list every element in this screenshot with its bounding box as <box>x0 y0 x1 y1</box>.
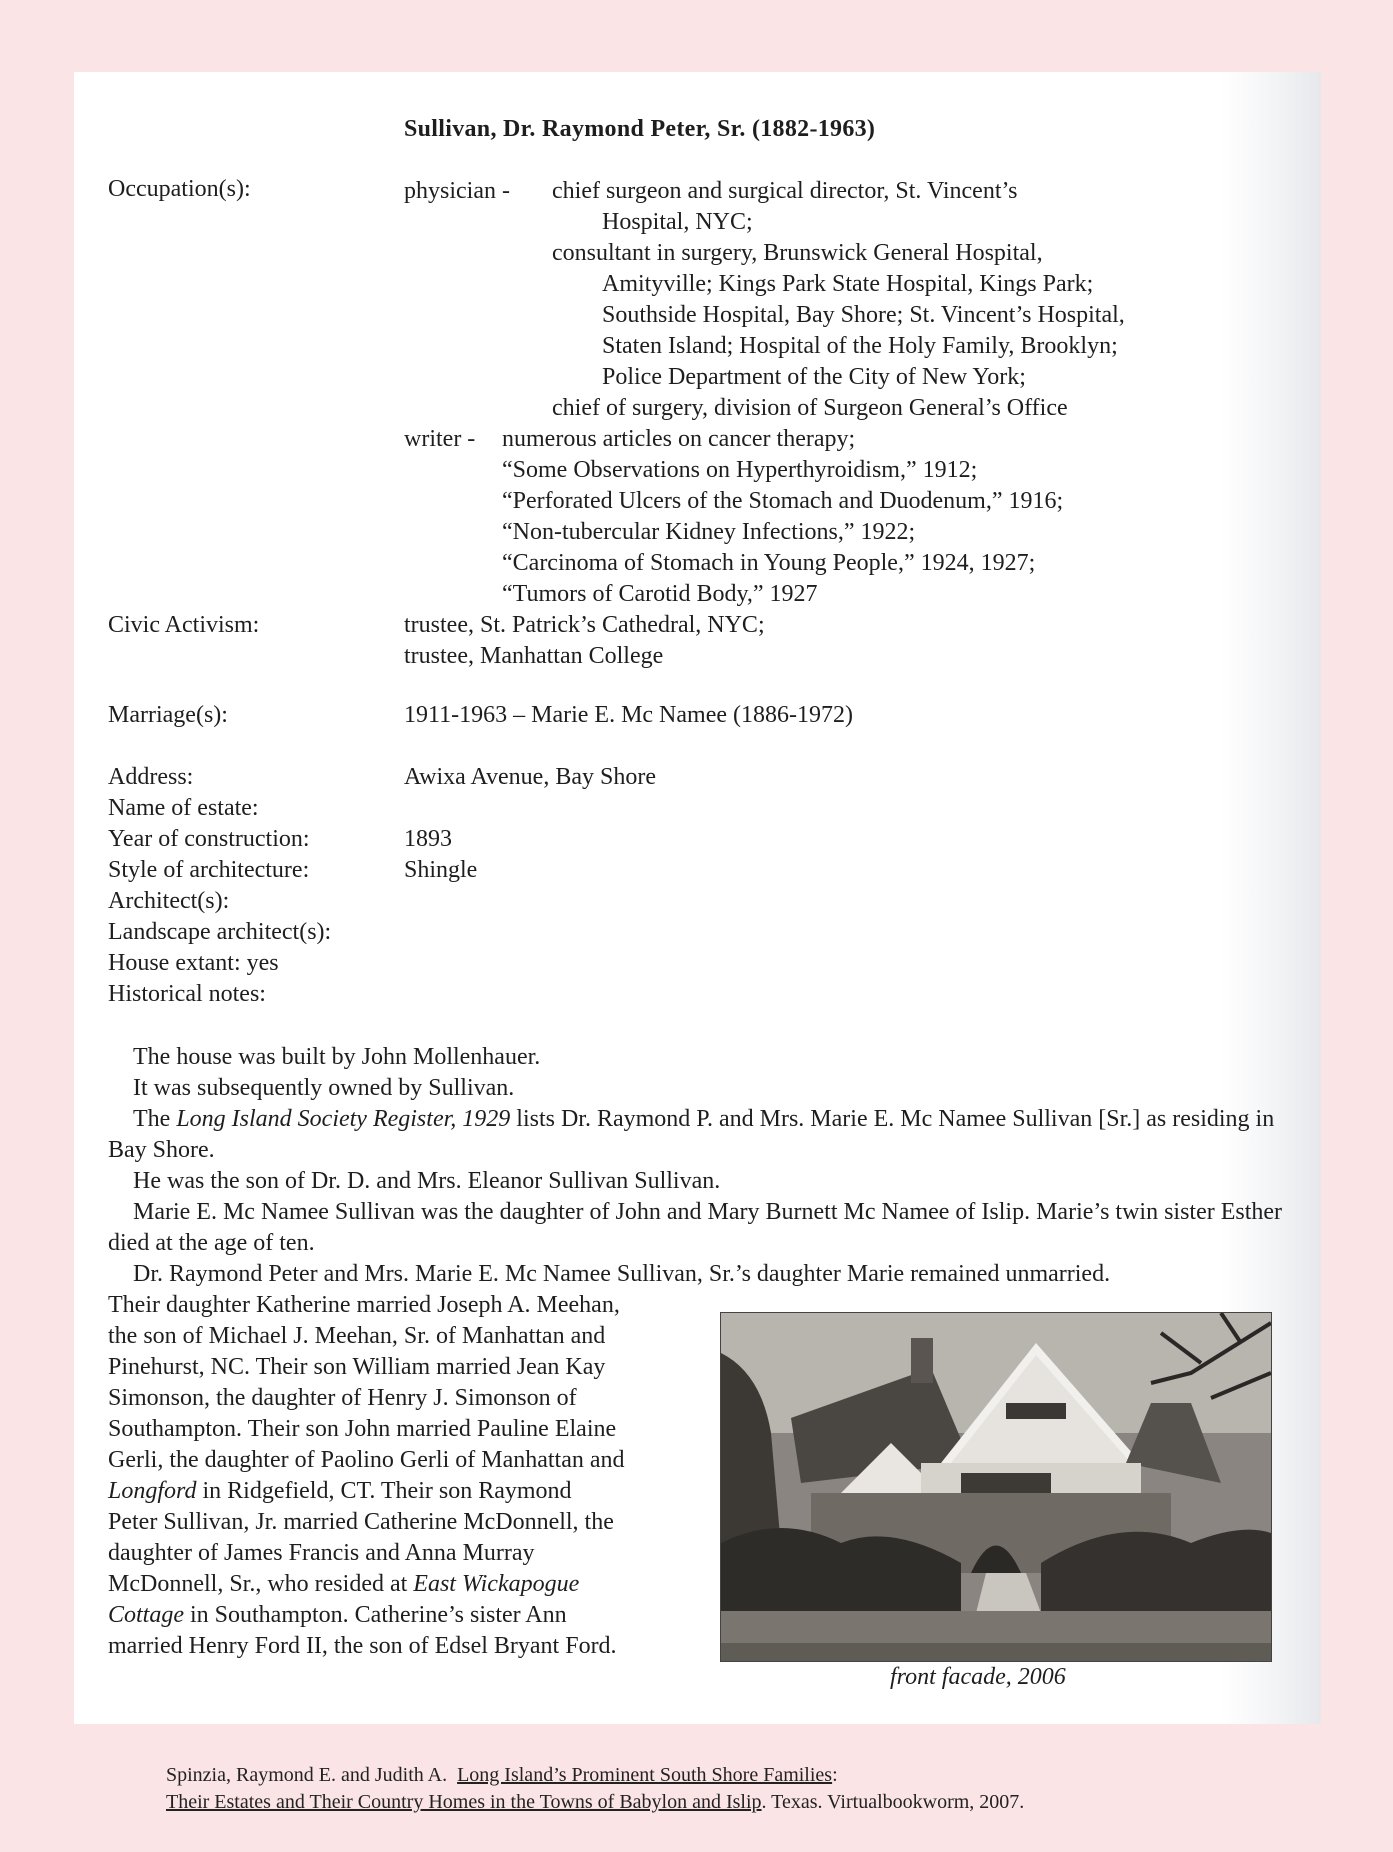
label-occupation: Occupation(s): <box>108 176 251 202</box>
label-civic: Civic Activism: <box>108 612 260 638</box>
writer-line: “Carcinoma of Stomach in Young People,” 1924, 1927; <box>502 550 1036 576</box>
writer-line: “Perforated Ulcers of the Stomach and Duodenum,” 1916; <box>502 488 1064 514</box>
style-value: Shingle <box>404 857 478 883</box>
label-extant: House extant: yes <box>108 950 279 976</box>
writer-line: “Some Observations on Hyperthyroidism,” 1912; <box>502 457 978 483</box>
occupation-line: consultant in surgery, Brunswick General Hospital, <box>552 240 1043 266</box>
occupation-line: chief surgeon and surgical director, St. Vincent’s <box>552 178 1018 204</box>
physician-label: physician - <box>404 178 510 204</box>
civic-line: trustee, St. Patrick’s Cathedral, NYC; <box>404 612 765 638</box>
notes-paragraph: It was subsequently owned by Sullivan. <box>133 1075 515 1101</box>
writer-line: numerous articles on cancer therapy; <box>502 426 856 452</box>
occupation-line: Hospital, NYC; <box>602 209 753 235</box>
label-style: Style of architecture: <box>108 857 310 883</box>
notes-paragraph: Dr. Raymond Peter and Mrs. Marie E. Mc Namee Sullivan, Sr.’s daughter Marie remained unmarried. <box>133 1261 1111 1287</box>
citation: Spinzia, Raymond E. and Judith A. Long Island’s Prominent South Shore Families: Their Estates and Their Country Homes in the Towns of Babylon and Islip. Texas. Virtualbookworm, 2007. <box>166 1764 1025 1813</box>
historical-notes <box>108 1042 1298 1290</box>
address-value: Awixa Avenue, Bay Shore <box>404 764 656 790</box>
page-title: Sullivan, Dr. Raymond Peter, Sr. (1882-1963) <box>404 116 876 142</box>
notes-paragraph: The house was built by John Mollenhauer. <box>133 1044 541 1070</box>
house-photo <box>720 1312 1272 1662</box>
occupation-line: Amityville; Kings Park State Hospital, Kings Park; <box>602 271 1094 297</box>
occupation-line: chief of surgery, division of Surgeon General’s Office <box>552 395 1068 421</box>
label-historical-notes: Historical notes: <box>108 981 266 1007</box>
marriage-value: 1911-1963 – Marie E. Mc Namee (1886-1972) <box>404 702 853 728</box>
writer-label: writer - <box>404 426 476 452</box>
citation-authors: Spinzia, Raymond E. and Judith A. <box>166 1764 448 1786</box>
document-page <box>74 72 1321 1724</box>
civic-line: trustee, Manhattan College <box>404 643 664 669</box>
citation-publisher: . Texas. Virtualbookworm, 2007. <box>761 1791 1025 1813</box>
citation-title: Long Island’s Prominent South Shore Families <box>457 1764 833 1786</box>
writer-line: “Non-tubercular Kidney Infections,” 1922; <box>502 519 916 545</box>
year-value: 1893 <box>404 826 452 852</box>
notes-paragraph: Marie E. Mc Namee Sullivan was the daughter of John and Mary Burnett Mc Namee of Islip. Marie’s twin sister Esther died at the age of ten. <box>108 1199 1283 1256</box>
writer-line: “Tumors of Carotid Body,” 1927 <box>502 581 818 607</box>
occupation-line: Staten Island; Hospital of the Holy Family, Brooklyn; <box>602 333 1118 359</box>
label-year: Year of construction: <box>108 826 310 852</box>
notes-paragraph: He was the son of Dr. D. and Mrs. Eleanor Sullivan Sullivan. <box>133 1168 721 1194</box>
label-marriage: Marriage(s): <box>108 702 228 728</box>
notes-wrapped-column: Their daughter Katherine married Joseph A. Meehan, the son of Michael J. Meehan, Sr. of Manhattan and Pinehurst, NC. Their son William married Jean Kay Simonson, the daughter of Henry J. Simonson of Southampton. Their son John married Pauline Elaine Gerli, the daughter of Paolino Gerli of Manhattan and Longford in Ridgefield, CT. Their son Raymond Peter Sullivan, Jr. married Catherine McDonnell, the daughter of James Francis and Anna Murray McDonnell, Sr., who resided at East Wickapogue Cottage in Southampton. Catherine’s sister Ann married Henry Ford II, the son of Edsel Bryant Ford. <box>108 1292 625 1659</box>
label-architect: Architect(s): <box>108 888 230 914</box>
occupation-line: Southside Hospital, Bay Shore; St. Vincent’s Hospital, <box>602 302 1125 328</box>
occupation-line: Police Department of the City of New York; <box>602 364 1026 390</box>
notes-paragraph: The Long Island Society Register, 1929 lists Dr. Raymond P. and Mrs. Marie E. Mc Namee Sullivan [Sr.] as residing in Bay Shore. <box>108 1106 1275 1163</box>
label-estate-name: Name of estate: <box>108 795 259 821</box>
citation-subtitle: Their Estates and Their Country Homes in the Towns of Babylon and Islip <box>166 1791 762 1813</box>
label-landscape: Landscape architect(s): <box>108 919 332 945</box>
label-address: Address: <box>108 764 194 790</box>
photo-caption: front facade, 2006 <box>890 1664 1066 1690</box>
